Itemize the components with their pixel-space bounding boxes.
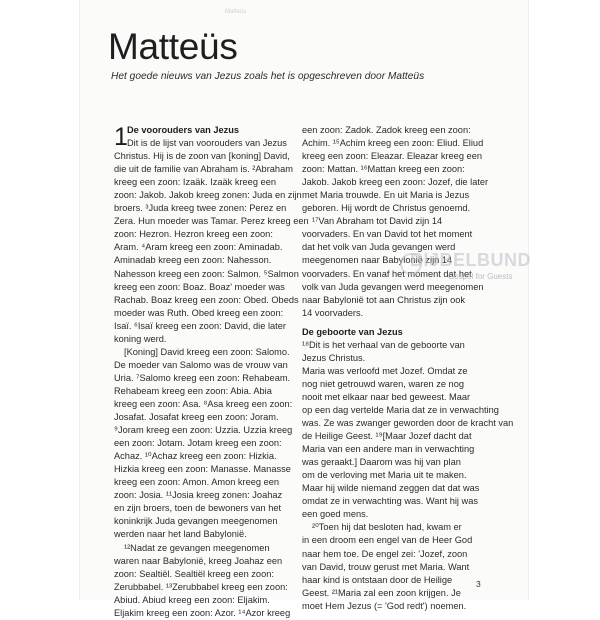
text-line: kreeg een zoon: Izaäk. Izaäk kreeg een: [114, 177, 276, 188]
text-line: De moeder van Salomo was de vrouw van: [114, 359, 288, 370]
text-line: moeder was Ruth. Obed kreeg een zoon:: [114, 307, 284, 318]
text-line: een goed mens.: [302, 509, 369, 520]
running-head: Matteüs: [225, 9, 247, 15]
text-line: de Heilige Geest. ¹⁹[Maar Jozef dacht dat: [302, 431, 472, 442]
text-line: haar kind is ontstaan door de Heilige: [302, 574, 453, 585]
page-number: 3: [476, 579, 481, 589]
left-text-column: [114, 123, 309, 620]
text-line: met Maria trouwde. En uit Maria is Jezus: [302, 190, 470, 201]
text-line: ¹⁷Van Abraham tot David zijn 14: [312, 216, 443, 227]
text-line: Dit is de lijst van voorouders van Jezus: [127, 138, 287, 149]
text-line: ¹⁸Dit is het verhaal van de geboorte van: [302, 339, 465, 350]
text-line: die uit de familie van Abraham is. ²Abraham: [114, 164, 293, 175]
text-line: geboren. Hij wordt de Christus genoemd.: [302, 203, 471, 214]
text-line: naar Babylonië tot aan Christus zijn ook: [302, 294, 465, 305]
text-line: kreeg een zoon: Asa. ⁸Asa kreeg een zoon:: [114, 398, 293, 409]
text-line: Eljakim kreeg een zoon: Azor. ¹⁴Azor kreeg: [114, 607, 291, 618]
text-line: zoon: Mattan. ¹⁶Mattan kreeg een zoon:: [302, 164, 465, 175]
text-line: kreeg een zoon: Eleazar. Eleazar kreeg een: [302, 151, 482, 162]
book-title: Matteüs: [108, 26, 238, 67]
chapter-opening: [114, 124, 299, 150]
text-line: voorvaders. En van David tot het moment: [302, 229, 473, 240]
text-line: omdat ze in verwachting was. Want hij was: [302, 496, 478, 507]
text-line: koninkrijk Juda gevangen meegenomen: [114, 516, 278, 527]
text-line: Maar hij wilde niemand zeggen dat dat was: [302, 483, 480, 494]
text-line: Christus. Hij is de zoon van [koning] David,: [114, 151, 290, 162]
text-line: kreeg een zoon: Boaz. Boaz' moeder was: [114, 281, 285, 292]
text-line: Abiud. Abiud kreeg een zoon: Eljakim.: [114, 594, 270, 605]
text-line: zoon: Hezron. Hezron kreeg een zoon:: [114, 229, 273, 240]
text-line: meegenomen naar Babylonië zijn 14: [302, 255, 453, 266]
text-line: Rehabeam kreeg een zoon: Abia. Abia: [114, 385, 272, 396]
text-line: zoon: Jakob. Jakob kreeg zonen: Juda en zijn: [114, 190, 302, 201]
text-line: van David, trouw gerust met Maria. Want: [302, 561, 470, 572]
text-line: werden naar het land Babylonië.: [114, 529, 247, 540]
text-line: was. Ze was zwanger geworden door de kracht van: [302, 418, 514, 429]
text-line: een zoon: Zadok. Zadok kreeg een zoon:: [302, 125, 471, 135]
text-line: nog niet getrouwd waren, waren ze nog: [302, 378, 464, 389]
book-subtitle: Het goede nieuws van Jezus zoals het is opgeschreven door Matteüs: [111, 71, 425, 82]
text-line: Uria. ⁷Salomo kreeg een zoon: Rehabeam.: [114, 372, 291, 383]
text-line: en zijn broers, toen de bewoners van het: [114, 503, 282, 514]
text-line: broers. ³Juda kreeg twee zonen: Perez en: [114, 203, 287, 214]
text-line: kreeg een zoon: Amon. Amon kreeg een: [114, 477, 280, 488]
text-line: Isaï. ⁶Isaï kreeg een zoon: David, die later: [114, 320, 286, 331]
text-line: Rachab. Boaz kreeg een zoon: Obed. Obeds: [114, 294, 299, 305]
text-line: ²⁰Toen hij dat besloten had, kwam er: [312, 522, 462, 533]
text-line: Achim. ¹⁵Achim kreeg een zoon: Eliud. Eliud: [302, 138, 484, 149]
text-line: Maria van een andere man in verwachting: [302, 444, 475, 455]
text-line: moet Hem Jezus (= 'God redt') noemen.: [302, 600, 467, 611]
text-line: Jakob. Jakob kreeg een zoon: Jozef, die later: [302, 177, 489, 188]
text-line: was geraakt.] Daarom was hij van plan: [302, 457, 461, 468]
text-line: waren naar Babylonië, kreeg Joahaz een: [114, 555, 283, 566]
text-line: Aram. ⁴Aram kreeg een zoon: Aminadab.: [114, 242, 283, 253]
text-line: zoon: Sealtiël. Sealtiël kreeg een zoon:: [114, 568, 274, 579]
text-line: nooit met elkaar naar bed geweest. Maar: [302, 391, 471, 402]
section-heading: De voorouders van Jezus: [127, 125, 240, 135]
text-line: Achaz. ¹⁰Achaz kreeg een zoon: Hizkia.: [114, 451, 277, 462]
watermark-brand: BIJBELBUND: [410, 250, 532, 270]
text-line: dat het volk van Juda gevangen werd: [302, 242, 456, 253]
text-line: voorvaders. En vanaf het moment dat het: [302, 268, 472, 279]
section-heading: De geboorte van Jezus: [302, 326, 403, 337]
text-line: op een dag vertelde Maria dat ze in verwachting: [302, 404, 499, 415]
text-line: ⁹Joram kreeg een zoon: Uzzia. Uzzia kreeg: [114, 425, 293, 436]
text-line: Zerubbabel. ¹³Zerubbabel kreeg een zoon:: [114, 581, 288, 592]
text-line: om de verloving met Maria uit te maken.: [302, 470, 467, 481]
text-line: naar hem toe. De engel zei: 'Jozef, zoon: [302, 548, 468, 559]
text-line: koning werd.: [114, 333, 167, 344]
text-line: 14 voorvaders.: [302, 307, 364, 318]
text-line: een zoon: Jotam. Jotam kreeg een zoon:: [114, 438, 282, 449]
chapter-number: 1: [114, 123, 128, 151]
watermark-tagline: Gospel for Guests: [448, 272, 513, 281]
text-line: Josafat. Josafat kreeg een zoon: Joram.: [114, 412, 279, 423]
text-line: volk van Juda gevangen werd meegenomen: [302, 281, 484, 292]
text-line: Geest. ²¹Maria zal een zoon krijgen. Je: [302, 587, 461, 598]
text-line: Jezus Christus.: [302, 352, 366, 363]
text-line: ¹²Nadat ze gevangen meegenomen: [124, 542, 270, 553]
text-line: [Koning] David kreeg een zoon: Salomo.: [124, 346, 290, 357]
text-line: Maria was verloofd met Jozef. Omdat ze: [302, 365, 468, 376]
text-line: Nahesson kreeg een zoon: Salmon. ⁵Salmon: [114, 268, 299, 279]
text-line: zoon: Josia. ¹¹Josia kreeg zonen: Joahaz: [114, 490, 283, 501]
text-line: in een droom een engel van de Heer God: [302, 535, 473, 546]
text-line: Aminadab kreeg een zoon: Nahesson.: [114, 255, 272, 266]
text-line: Hizkia kreeg een zoon: Manasse. Manasse: [114, 464, 291, 475]
text-line: Zera. Hun moeder was Tamar. Perez kreeg een: [114, 216, 309, 227]
right-text-column: [302, 124, 514, 613]
